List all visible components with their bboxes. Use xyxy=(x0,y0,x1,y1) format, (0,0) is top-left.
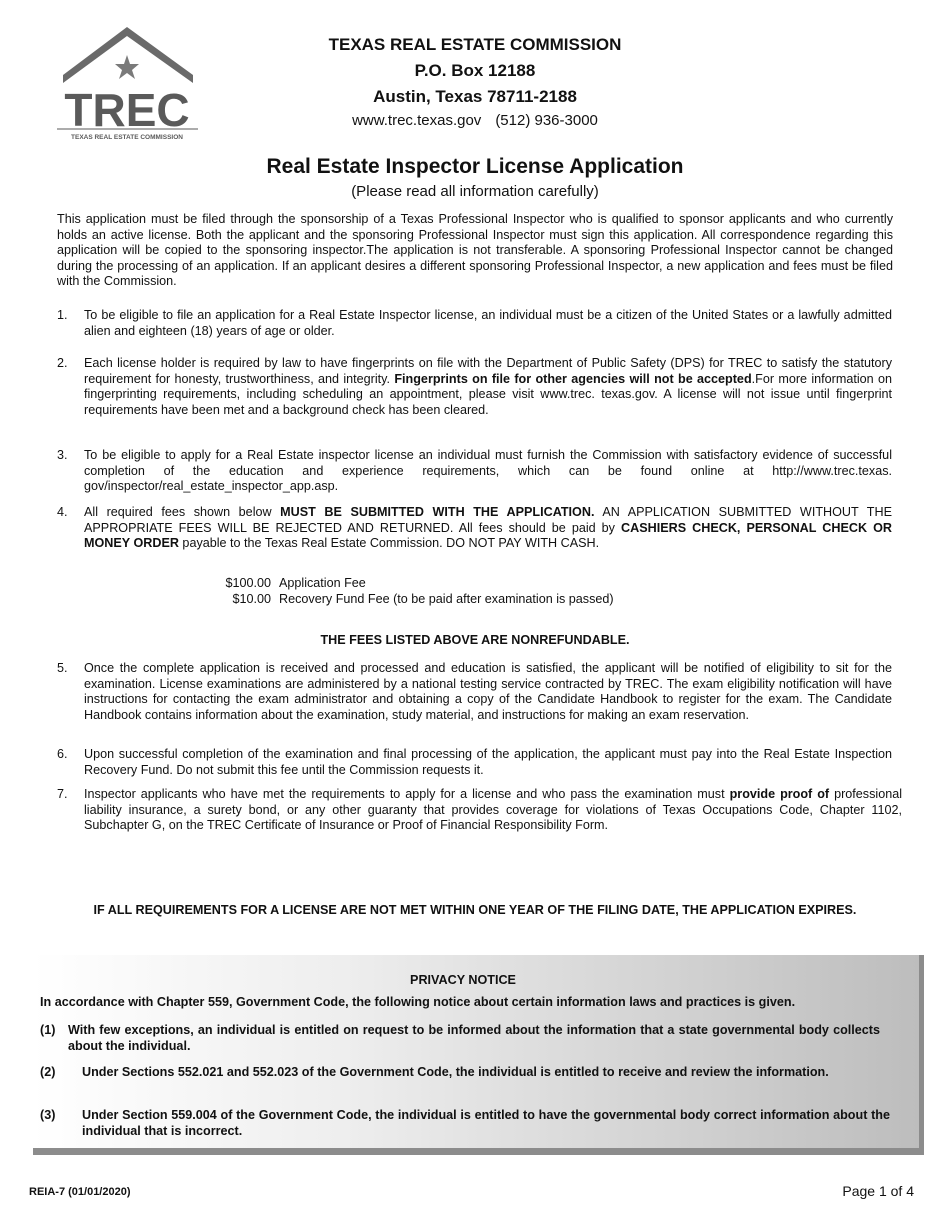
privacy-item: With few exceptions, an individual is entitled on request to be informed about the information that a state governmental body collects about the individual. xyxy=(68,1023,880,1053)
letterhead xyxy=(0,32,950,132)
nonrefundable-notice: THE FEES LISTED ABOVE ARE NONREFUNDABLE. xyxy=(320,633,630,647)
expiration-notice: IF ALL REQUIREMENTS FOR A LICENSE ARE NOT MET WITHIN ONE YEAR OF THE FILING DATE, THE APPLICATION EXPIRES. xyxy=(93,903,857,917)
item-number: 7. xyxy=(57,787,68,801)
page-title: Real Estate Inspector License Application xyxy=(266,155,684,178)
item-number: 3. xyxy=(57,448,68,462)
eligibility-item: To be eligible to file an application for a Real Estate Inspector license, an individual must be a citizen of the United States or a lawfully admitted alien and eighteen (18) years of age or older. xyxy=(84,308,892,338)
fee-amount: $10.00 xyxy=(232,592,271,606)
org-name: TEXAS REAL ESTATE COMMISSION xyxy=(328,35,622,54)
education-item: To be eligible to apply for a Real Estate inspector license an individual must furnish the Commission with satisfactory evidence of successful completion of the education and experience requirements, which can be found online at http://www.trec.texas. gov/inspector/real_estate_inspector_app.asp. xyxy=(84,448,892,494)
privacy-item-number: (1) xyxy=(40,1023,56,1037)
website-link[interactable]: www.trec.texas.gov xyxy=(352,112,482,129)
fee-list xyxy=(213,575,614,607)
contact-line xyxy=(0,110,950,132)
item-number: 5. xyxy=(57,661,68,675)
form-id: REIA-7 (01/01/2020) xyxy=(29,1186,131,1198)
fee-row xyxy=(213,591,614,607)
privacy-item: Under Section 559.004 of the Government Code, the individual is entitled to have the governmental body correct information about the individual that is incorrect. xyxy=(82,1108,890,1138)
fees-item: All required fees shown below MUST BE SUBMITTED WITH THE APPLICATION. AN APPLICATION SUBMITTED WITHOUT THE APPROPRIATE FEES WILL BE REJECTED AND RETURNED. All fees should be paid by CASHIERS CHECK, PERSONAL CHECK OR MONEY ORDER payable to the Texas Real Estate Commission. DO NOT PAY WITH CASH. xyxy=(84,505,892,551)
item-number: 1. xyxy=(57,308,68,322)
privacy-intro: In accordance with Chapter 559, Government Code, the following notice about certain information laws and practices is given. xyxy=(40,995,796,1009)
svg-text:TREC: TREC xyxy=(64,84,190,136)
fingerprint-item: Each license holder is required by law to have fingerprints on file with the Department of Public Safety (DPS) for TREC to satisfy the statutory requirement for honesty, trustworthiness, and integrity. Fingerprints on file for other agencies will not be accepted.For more information on fingerprinting requirements, including scheduling an appointment, please visit www.trec. texas.gov. A license will not issue until fingerprint requirements have been met and a background check has been cleared. xyxy=(84,356,892,417)
privacy-title: PRIVACY NOTICE xyxy=(410,973,516,987)
fee-amount: $100.00 xyxy=(225,576,271,590)
insurance-item: Inspector applicants who have met the requirements to apply for a license and who pass the examination must provide proof of professional liability insurance, a surety bond, or any other guaranty that provides coverage for violations of Texas Occupations Code, Chapter 1102, Subchapter G, on the TREC Certificate of Insurance or Proof of Financial Responsibility Form. xyxy=(84,787,903,833)
fee-label: Application Fee xyxy=(279,576,366,590)
fee-row xyxy=(213,575,614,591)
intro-paragraph: This application must be filed through the sponsorship of a Texas Professional Inspector who is qualified to sponsor applicants and who currently holds an active license. Both the applicant and the sponsoring Professional Inspector must sign this application. All correspondence regarding this application will be copied to the sponsoring inspector.The application is not transferable. A sponsoring Professional Inspector cannot be changed during the processing of an application. If an applicant desires a different sponsoring Professional Inspector, a new application and fees must be filed with the Commission. xyxy=(57,212,893,289)
item-number: 4. xyxy=(57,505,68,519)
item-number: 2. xyxy=(57,356,68,370)
item-number: 6. xyxy=(57,747,68,761)
recovery-fund-item: Upon successful completion of the examination and final processing of the application, the applicant must pay into the Real Estate Inspection Recovery Fund. Do not submit this fee until the Commission requests it. xyxy=(84,747,892,777)
privacy-item-number: (3) xyxy=(40,1108,56,1122)
exam-item: Once the complete application is received and processed and education is satisfied, the applicant will be notified of eligibility to sit for the examination. License examinations are administered by a national testing service contracted by TREC. The exam eligibility notification will have instructions for contacting the exam administrator and obtaining a copy of the Candidate Handbook to register for the exam. The Candidate Handbook contains information about the examination, study material, and instructions for making an exam reservation. xyxy=(84,661,892,722)
po-box: P.O. Box 12188 xyxy=(414,61,536,80)
privacy-item-number: (2) xyxy=(40,1065,56,1079)
page-subtitle: (Please read all information carefully) xyxy=(351,183,599,200)
svg-text:TEXAS REAL ESTATE COMMISSION: TEXAS REAL ESTATE COMMISSION xyxy=(71,134,183,141)
page-number: Page 1 of 4 xyxy=(842,1183,914,1199)
fee-label: Recovery Fund Fee (to be paid after examination is passed) xyxy=(279,592,614,606)
phone-number: (512) 936-3000 xyxy=(495,112,598,129)
city-state-zip: Austin, Texas 78711-2188 xyxy=(373,87,577,106)
privacy-item: Under Sections 552.021 and 552.023 of the Government Code, the individual is entitled to receive and review the information. xyxy=(82,1065,829,1079)
